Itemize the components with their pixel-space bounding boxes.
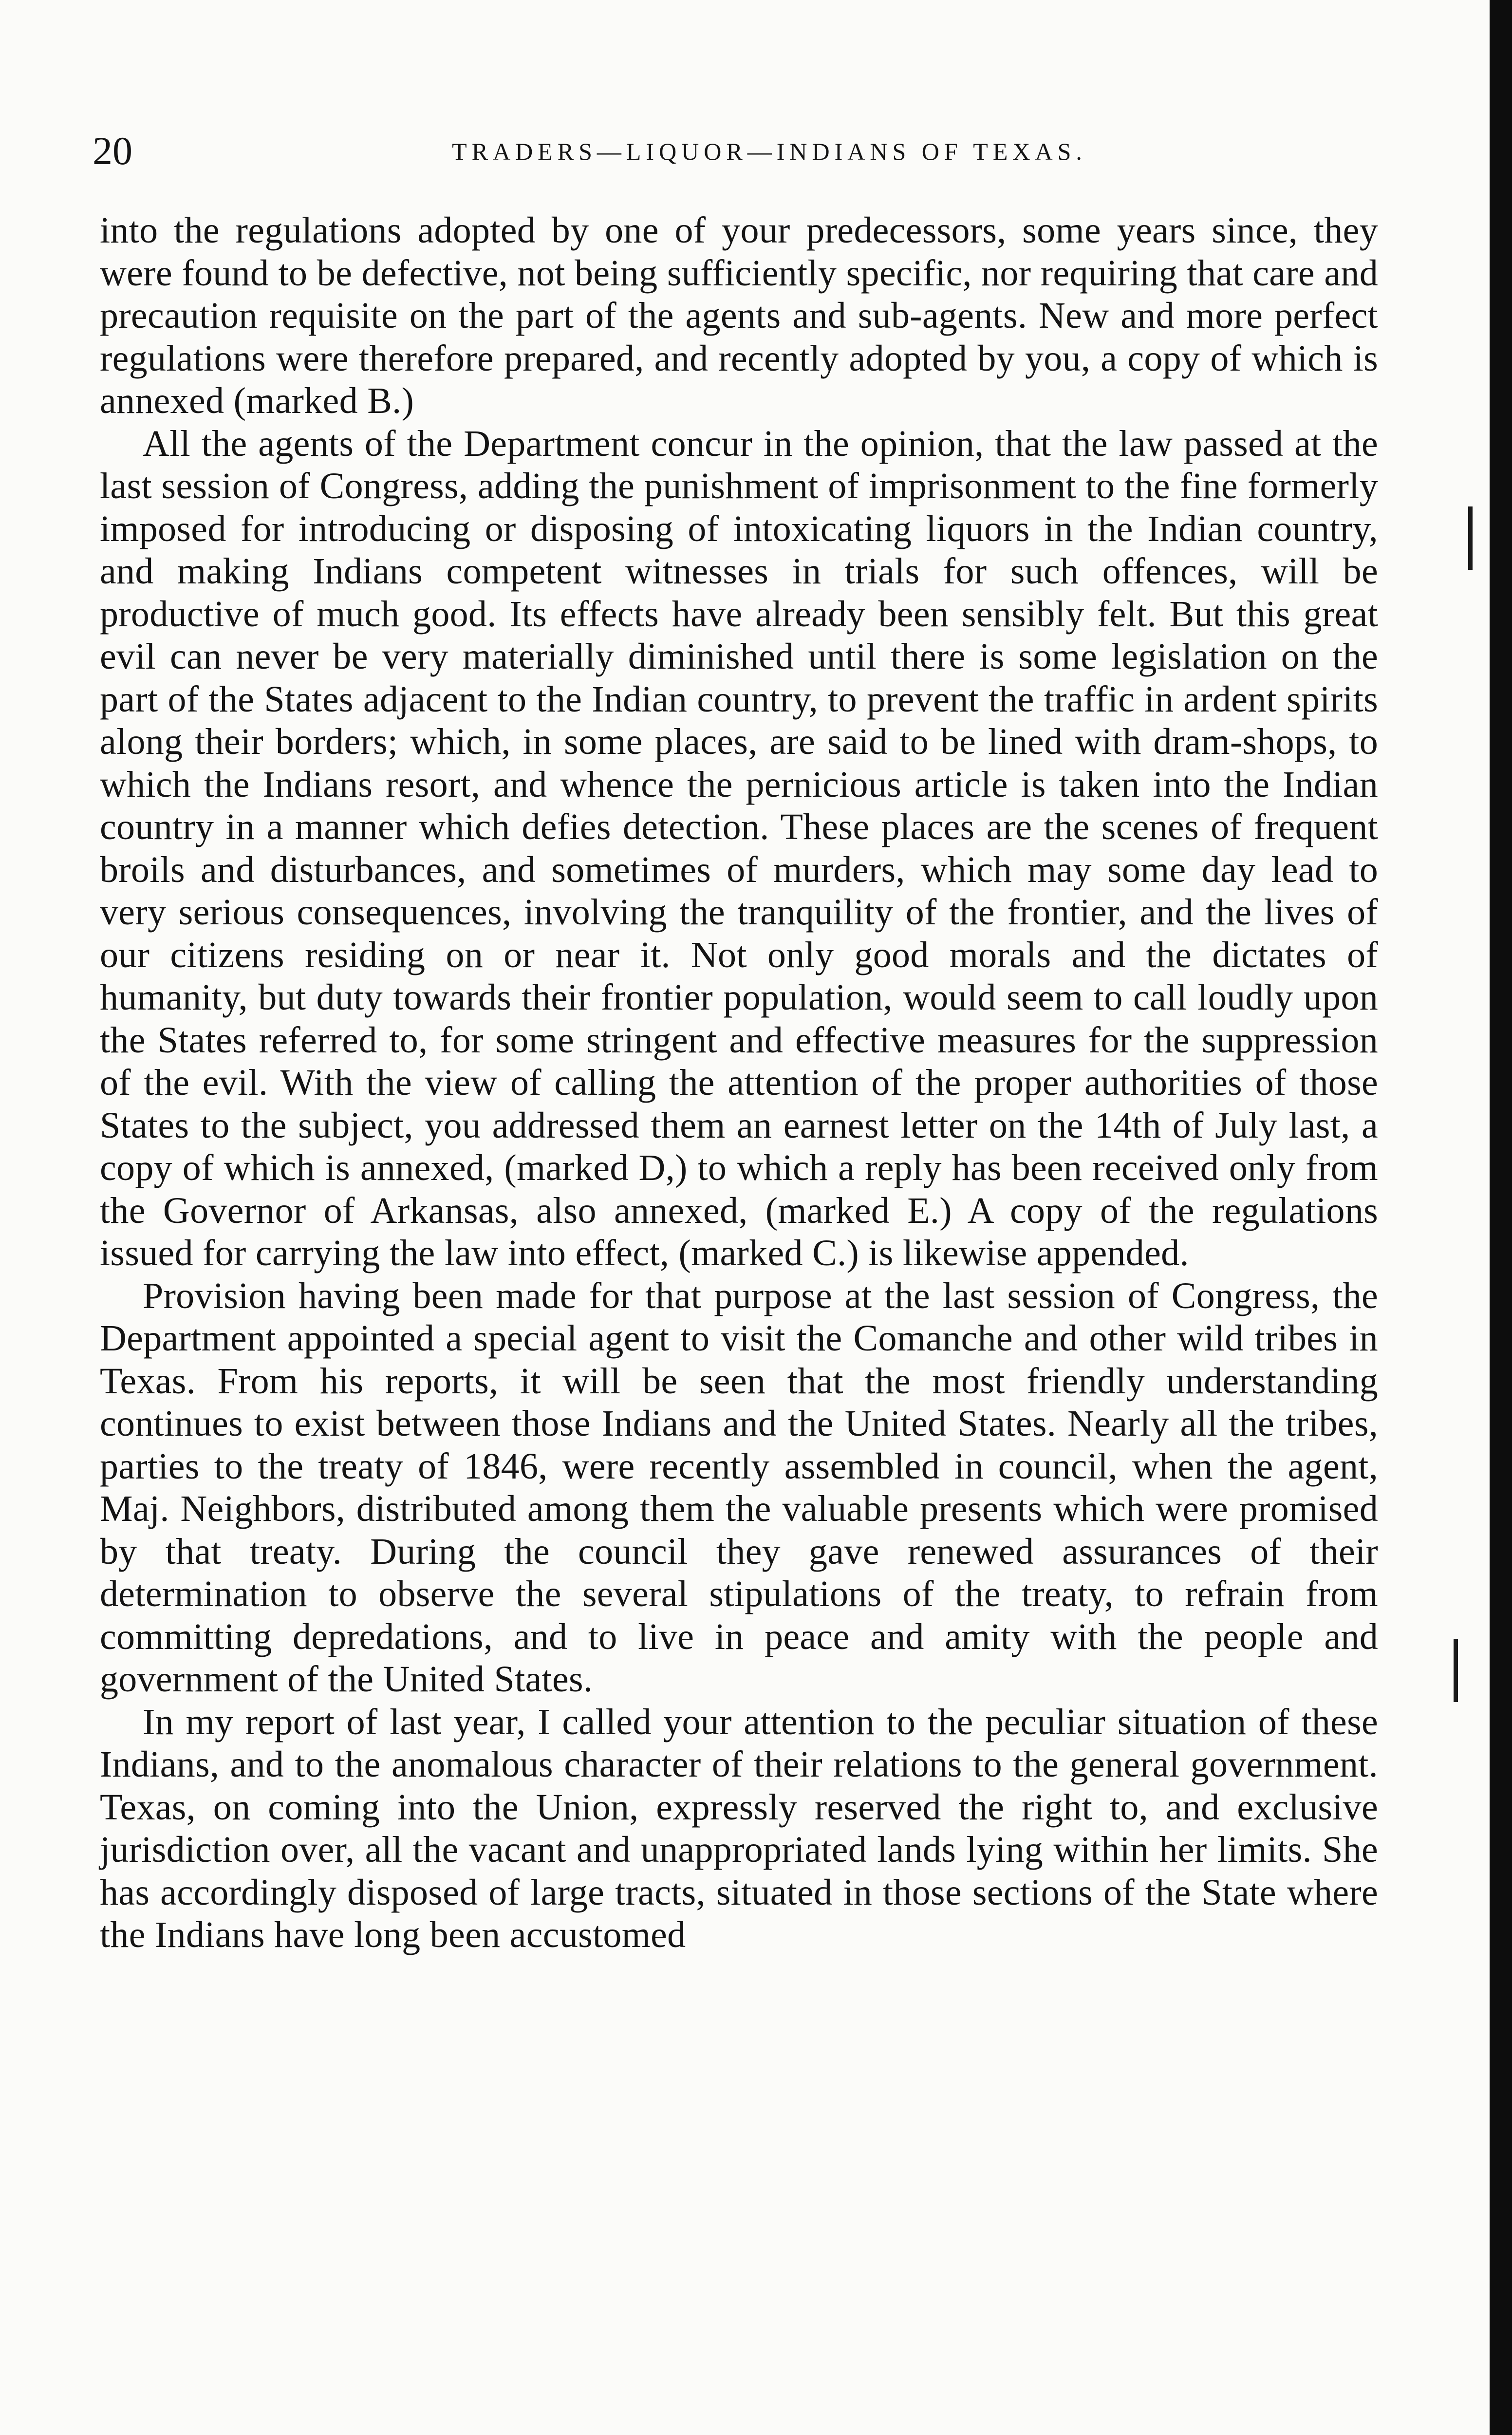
paragraph-special-agent-texas: Provision having been made for that purpose at the last session of Congress, the Department appointed a special agent to visit the Comanche and other wild tribes in Texas. From his reports, it will be seen that the most friendly understanding continues to exist between those Indians and the United States. Nearly all the tribes, parties to the treaty of 1846, were recently assembled in council, when the agent, Maj. Neighbors, distributed among them the valuable presents which were promised by that treaty. During the council they gave renewed assurances of their determination to observe the several stipulations of the treaty, to refrain from committing depredations, and to live in peace and amity with the people and government of the United States. (100, 1275, 1378, 1700)
paragraph-texas-lands: In my report of last year, I called your attention to the peculiar situation of these Indians, and to the anomalous character of their relations to the general government. Texas, on coming into the Union, expressly reserved the right to, and exclusive jurisdiction over, all the vacant and unappropriated lands lying within her limits. She has accordingly disposed of large tracts, situated in those sections of the State where the Indians have long been accustomed (100, 1701, 1378, 1955)
paragraph-continued: into the regulations adopted by one of your predecessors, some years since, they were found to be defective, not being sufficiently specific, nor requiring that care and precaution requisite on the part of the agents and sub-agents. New and more perfect regulations were therefore prepared, and recently adopted by you, a copy of which is annexed (marked B.) (100, 210, 1378, 421)
margin-mark (1468, 506, 1473, 570)
margin-mark (1454, 1639, 1458, 1702)
paragraph-liquor-law: All the agents of the Department concur in the opinion, that the law passed at the last session of Congress, adding the punishment of imprisonment to the fine formerly imposed for introducing or disposing of intoxicating liquors in the Indian country, and making Indians competent witnesses in trials for such offences, will be productive of much good. Its effects have already been sensibly felt. But this great evil can never be very materially diminished until there is some legislation on the part of the States adjacent to the Indian country, to prevent the traffic in ardent spirits along their borders; which, in some places, are said to be lined with dram-shops, to which the Indians resort, and whence the pernicious article is taken into the Indian country in a manner which defies detection. These places are the scenes of frequent broils and disturbances, and sometimes of murders, which may some day lead to very serious consequences, involving the tranquility of the frontier, and the lives of our citizens residing on or near it. Not only good morals and the dictates of humanity, but duty towards their frontier population, would seem to call loudly upon the States referred to, for some stringent and effective measures for the suppression of the evil. With the view of calling the attention of the proper authorities of those States to the subject, you addressed them an earnest letter on the 14th of July last, a copy of which is annexed, (marked D,) to which a reply has been received only from the Governor of Arkansas, also annexed, (marked E.) A copy of the regulations issued for carrying the law into effect, (marked C.) is likewise appended. (100, 423, 1378, 1274)
page-edge-right (1490, 0, 1512, 2435)
page-header (93, 124, 1388, 178)
body-text (100, 209, 1378, 1957)
page-number: 20 (93, 129, 132, 173)
running-head: TRADERS—LIQUOR—INDIANS OF TEXAS. (452, 138, 1087, 165)
